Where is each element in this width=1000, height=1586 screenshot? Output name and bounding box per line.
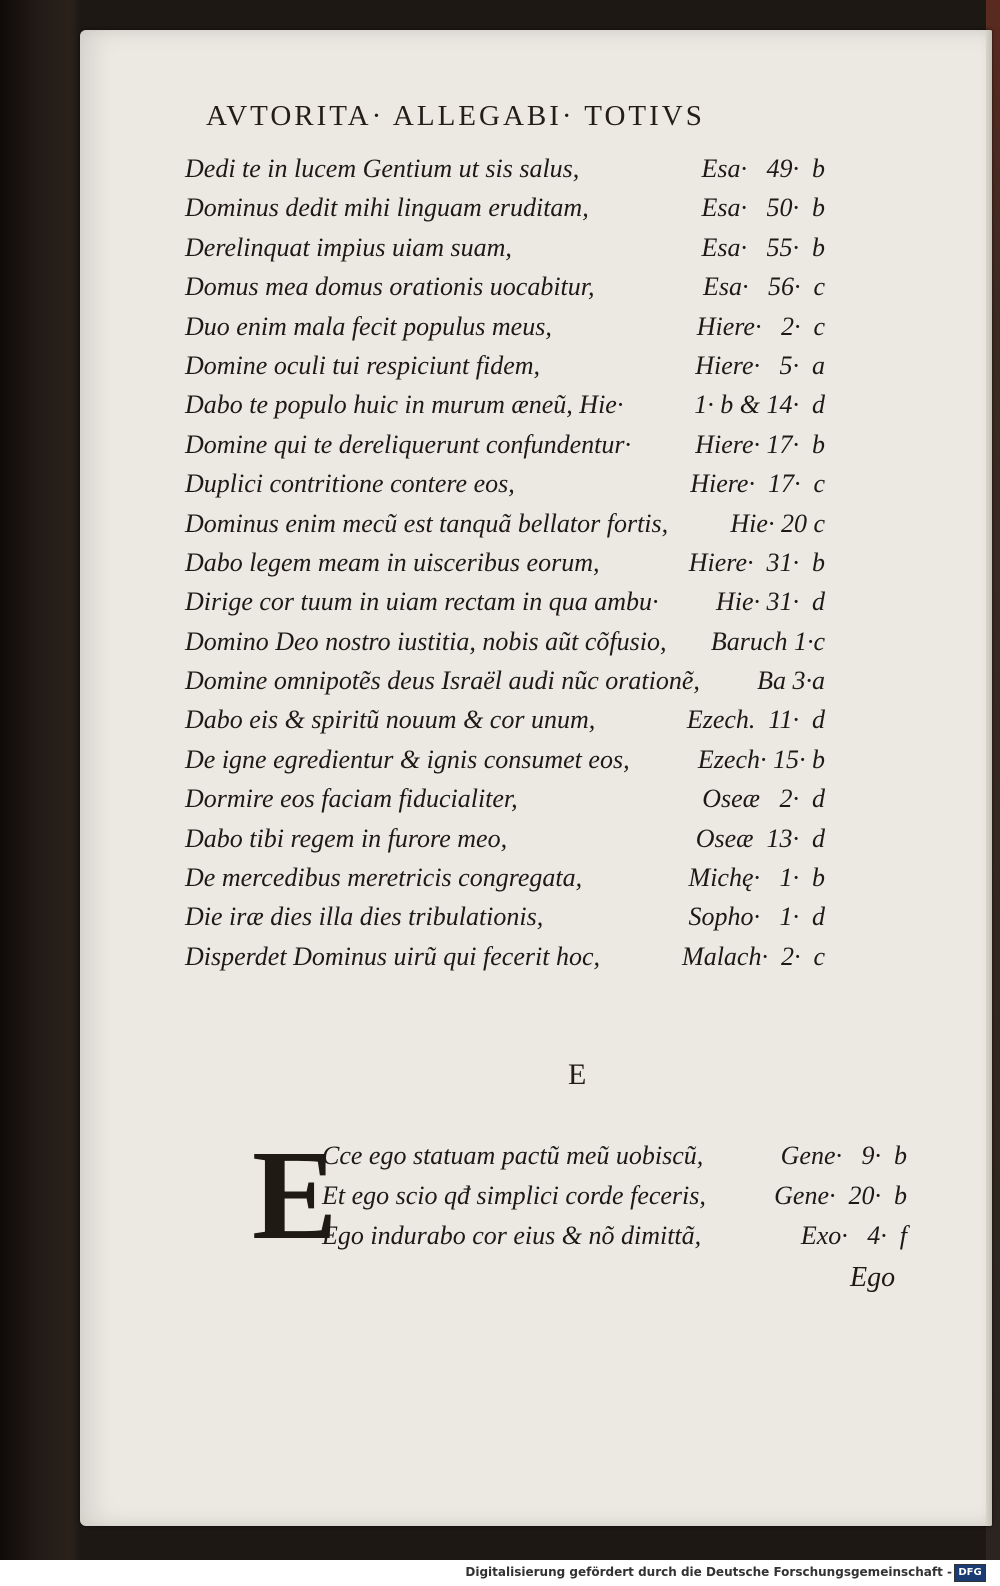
index-entry (185, 426, 835, 465)
index-entry (185, 347, 835, 386)
entry-text: Dabo eis & spiritũ nouum & cor unum, (185, 705, 596, 735)
entry-text: Dabo legem meam in uisceribus eorum, (185, 547, 600, 577)
index-entry (185, 189, 835, 228)
entry-text: Domine oculi tui respiciunt fidem, (185, 350, 541, 380)
index-entry (185, 308, 835, 347)
entry-reference: Ezech. 11· d (686, 705, 825, 735)
index-entry (185, 623, 835, 662)
entry-reference: Hie· 20 c (730, 508, 825, 538)
index-entries-d (185, 150, 835, 977)
entry-reference: Oseæ 13· d (695, 823, 825, 853)
index-entry (322, 1177, 907, 1217)
entry-text: Dabo te populo huic in murum æneũ, Hie· (185, 390, 624, 420)
index-entry (185, 465, 835, 504)
entry-reference: 1· b & 14· d (694, 390, 825, 420)
entry-reference: Ezech· 15· b (697, 744, 825, 774)
entry-reference: Oseæ 2· d (702, 784, 825, 814)
entry-reference: Hiere· 31· b (688, 547, 825, 577)
entry-text: Duo enim mala fecit populus meus, (185, 311, 552, 341)
index-entry (185, 780, 835, 819)
index-entry (185, 544, 835, 583)
section-letter: E (568, 1058, 587, 1091)
index-entry (322, 1217, 907, 1257)
entry-text: Dirige cor tuum in uiam rectam in qua ambu· (185, 587, 659, 617)
index-entry (185, 938, 835, 977)
entry-reference: Hie· 31· d (715, 587, 825, 617)
entry-reference: Hiere· 17· c (690, 469, 825, 499)
index-entry (185, 898, 835, 937)
index-entry (185, 505, 835, 544)
index-entry (185, 583, 835, 622)
entry-reference: Esa· 55· b (701, 232, 825, 262)
entry-reference: Gene· 20· b (774, 1181, 907, 1210)
entry-reference: Exo· 4· f (800, 1221, 907, 1250)
index-entry (185, 741, 835, 780)
entry-text: Domino Deo nostro iustitia, nobis aũt cõfusio, (185, 626, 667, 656)
running-head: AVTORITA· ALLEGABI· TOTIVS (206, 100, 705, 132)
entry-text: Dabo tibi regem in furore meo, (185, 823, 508, 853)
index-entry (185, 150, 835, 189)
entry-text: Domus mea domus orationis uocabitur, (185, 272, 595, 302)
footer-bar (0, 1560, 1000, 1586)
index-entry (185, 701, 835, 740)
entry-text: De igne egredientur & ignis consumet eos, (185, 744, 630, 774)
index-entry (185, 386, 835, 425)
drop-initial: E (252, 1124, 338, 1266)
entry-reference: Sopho· 1· d (688, 902, 825, 932)
entry-reference: Esa· 56· c (702, 272, 825, 302)
entry-text: Ego indurabo cor eius & nõ dimittã, (322, 1221, 702, 1250)
index-entry (185, 662, 835, 701)
index-entry (185, 268, 835, 307)
entry-text: Derelinquat impius uiam suam, (185, 232, 512, 262)
entry-reference: Hiere· 17· b (695, 429, 825, 459)
entry-text: Domine omnipotẽs deus Israël audi nũc orationẽ, (185, 666, 700, 696)
entry-text: Cce ego statuam pactũ meũ uobiscũ, (322, 1141, 704, 1170)
entry-text: Dominus dedit mihi linguam eruditam, (185, 193, 589, 223)
entry-reference: Esa· 50· b (701, 193, 825, 223)
entry-text: Domine qui te dereliquerunt confundentur· (185, 429, 632, 459)
entry-reference: Malach· 2· c (682, 941, 825, 971)
index-entry (185, 820, 835, 859)
entry-text: Die iræ dies illa dies tribulationis, (185, 902, 544, 932)
catchword: Ego (850, 1262, 896, 1293)
entry-text: Disperdet Dominus uirũ qui fecerit hoc, (185, 941, 600, 971)
entry-text: Et ego scio qđ simplici corde feceris, (322, 1181, 706, 1210)
index-entry (185, 859, 835, 898)
funding-credit: Digitalisierung gefördert durch die Deutsche Forschungsgemeinschaft - (465, 1565, 952, 1579)
entry-text: Dominus enim mecũ est tanquã bellator fortis, (185, 508, 669, 538)
dfg-logo: DFG (954, 1564, 986, 1582)
entry-reference: Hiere· 5· a (695, 350, 825, 380)
index-entry (322, 1137, 907, 1177)
entry-reference: Ba 3·a (757, 666, 825, 696)
index-entry (185, 229, 835, 268)
entry-reference: Baruch 1·c (710, 626, 825, 656)
entry-text: Dormire eos faciam fiducialiter, (185, 784, 518, 814)
entry-text: Dedi te in lucem Gentium ut sis salus, (185, 154, 580, 183)
entry-text: De mercedibus meretricis congregata, (185, 863, 583, 893)
index-entries-e (322, 1137, 907, 1257)
entry-reference: Michę· 1· b (688, 863, 825, 893)
page-edge (986, 30, 992, 1526)
entry-reference: Esa· 49· b (701, 154, 825, 183)
entry-text: Duplici contritione contere eos, (185, 469, 515, 499)
entry-reference: Gene· 9· b (780, 1141, 907, 1170)
entry-reference: Hiere· 2· c (696, 311, 825, 341)
